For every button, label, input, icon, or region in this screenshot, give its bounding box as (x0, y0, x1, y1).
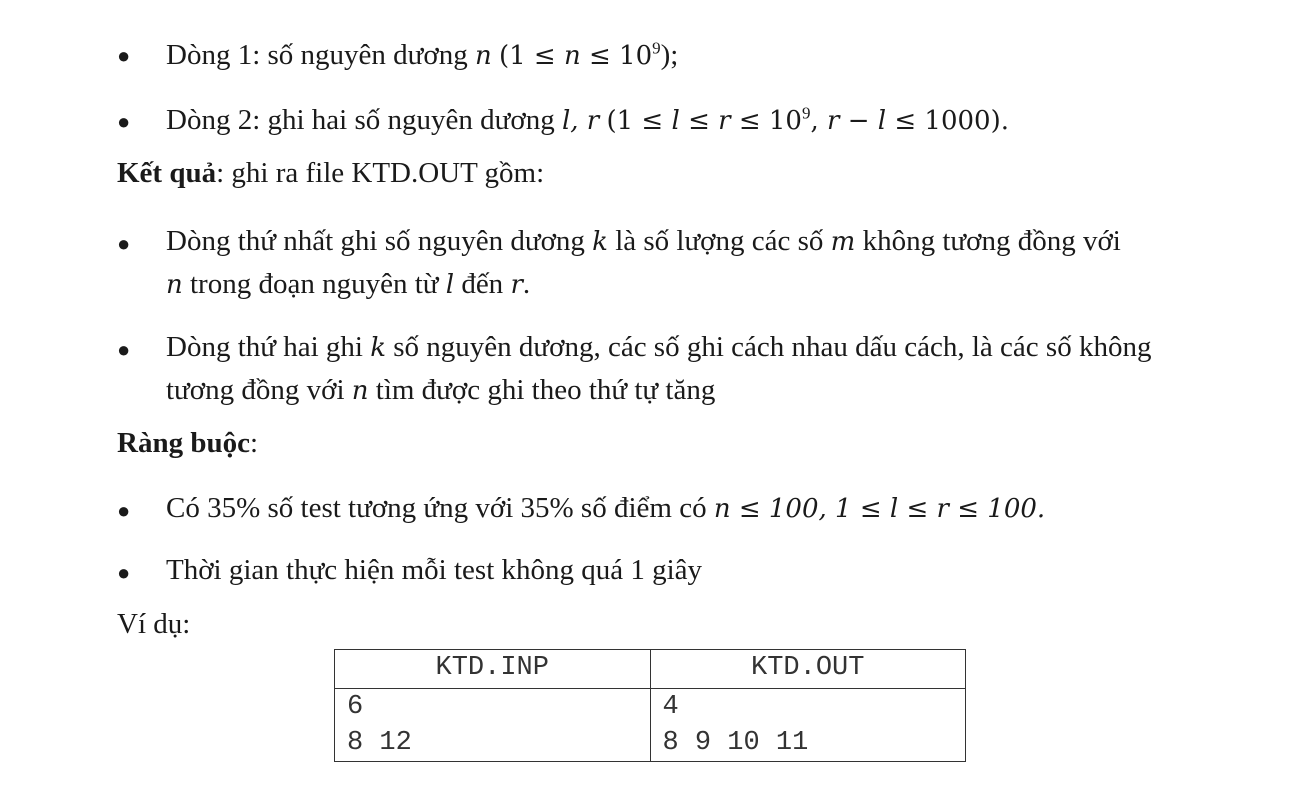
table-cell-output: 4 8 9 10 11 (650, 689, 966, 762)
bullet-marker (117, 45, 130, 67)
result-heading: Kết quả: ghi ra file KTD.OUT gồm: (117, 157, 545, 189)
table-cell-input: 6 8 12 (335, 689, 651, 762)
table-row (335, 689, 966, 762)
result-bullet-1-line-1: Dòng thứ nhất ghi số nguyên dương k là số lượng các số m không tương đồng với (166, 225, 1121, 257)
example-label: Ví dụ: (117, 608, 191, 640)
example-table (334, 649, 966, 762)
result-bullet-1-line-2: n trong đoạn nguyên từ l đến r. (166, 268, 531, 300)
table-header-input: KTD.INP (335, 650, 651, 689)
constraints-heading: Ràng buộc: (117, 427, 259, 459)
bullet-marker (117, 562, 130, 584)
constraint-line-2: Thời gian thực hiện mỗi test không quá 1 giây (166, 554, 703, 586)
bullet-marker (117, 339, 130, 361)
input-line-1: Dòng 1: số nguyên dương n $(1 \le n \le 10^9)$; (166, 38, 679, 71)
table-header-output: KTD.OUT (650, 650, 966, 689)
result-bullet-2-line-2: tương đồng với n tìm được ghi theo thứ tự tăng (166, 374, 716, 406)
result-bullet-2-line-1: Dòng thứ hai ghi k số nguyên dương, các số ghi cách nhau dấu cách, là các số không (166, 331, 1152, 363)
table-header-row (335, 650, 966, 689)
input-line-2: Dòng 2: ghi hai số nguyên dương l, r ($1 \le l \le r \le 10^9$, r − l ≤ 1000). (166, 103, 1009, 136)
constraint-line-1: Có 35% số test tương ứng với 35% số điểm có n ≤ 100, 1 ≤ l ≤ r ≤ 100. (166, 492, 1046, 524)
bullet-marker (117, 500, 130, 522)
bullet-marker (117, 233, 130, 255)
bullet-marker (117, 111, 130, 133)
